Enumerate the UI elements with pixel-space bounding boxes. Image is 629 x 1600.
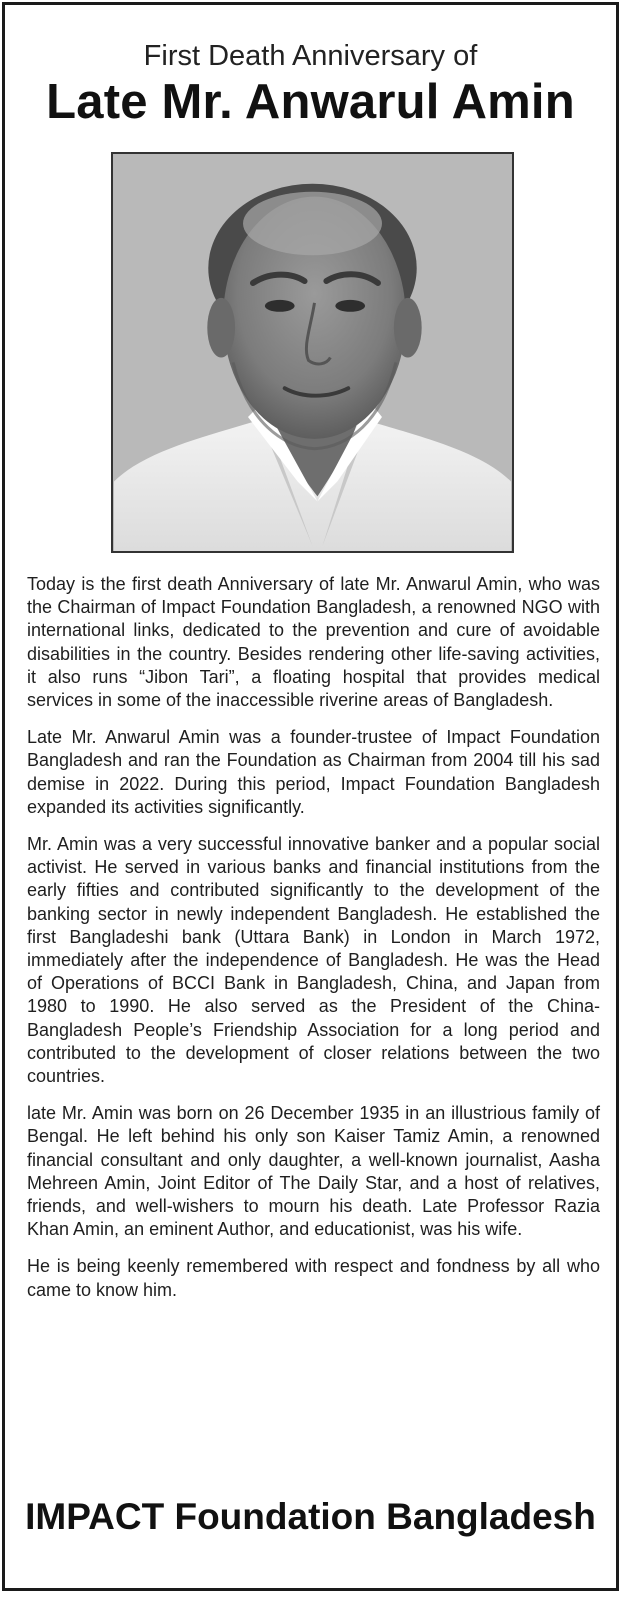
- body-paragraph-5: He is being keenly remembered with respect and fondness by all who came to know him.: [27, 1256, 600, 1300]
- body-paragraph-2: Late Mr. Anwarul Amin was a founder-trustee of Impact Foundation Bangladesh and ran the Foundation as Chairman from 2004 till his sad demise in 2022. During this period, Impact Foundation Bangladesh expanded its activities significantly.: [27, 727, 600, 817]
- obituary-body: [27, 573, 600, 1316]
- portrait-icon: [113, 154, 512, 551]
- anniversary-subtitle: First Death Anniversary of: [143, 40, 478, 72]
- body-paragraph-3: Mr. Amin was a very successful innovative banker and a popular social activist. He served in various banks and financial institutions from the early fifties and contributed significantly to the development of the banking sector in newly independent Bangladesh. He established the first Bangladeshi bank (Uttara Bank) in London in March 1972, immediately after the independence of Bangladesh. He was the Head of Operations of BCCI Bank in Bangladesh, China, and Japan from 1980 to 1990. He also served as the President of the China-Bangladesh People’s Friendship Association for a long period and contributed to the development of closer relations between the two countries.: [27, 834, 600, 1087]
- organization-name: IMPACT Foundation Bangladesh: [25, 1496, 596, 1537]
- body-paragraph-4: late Mr. Amin was born on 26 December 1935 in an illustrious family of Bengal. He left behind his only son Kaiser Tamiz Amin, a renowned financial consultant and only daughter, a well-known journalist, Aasha Mehreen Amin, Joint Editor of The Daily Star, and a host of relatives, friends, and well-wishers to mourn his death. Late Professor Razia Khan Amin, an eminent Author, and educationist, was his wife.: [27, 1103, 600, 1240]
- body-paragraph-1: Today is the first death Anniversary of late Mr. Anwarul Amin, who was the Chairman of Impact Foundation Bangladesh, a renowned NGO with international links, dedicated to the prevention and cure of avoidable disabilities in the country. Besides rendering other life-saving activities, it also runs “Jibon Tari”, a floating hospital that provides medical services in some of the inaccessible riverine areas of Bangladesh.: [27, 574, 600, 711]
- portrait-photo: [111, 152, 514, 553]
- deceased-name-title: Late Mr. Anwarul Amin: [46, 75, 575, 129]
- obituary-frame: [2, 2, 619, 1591]
